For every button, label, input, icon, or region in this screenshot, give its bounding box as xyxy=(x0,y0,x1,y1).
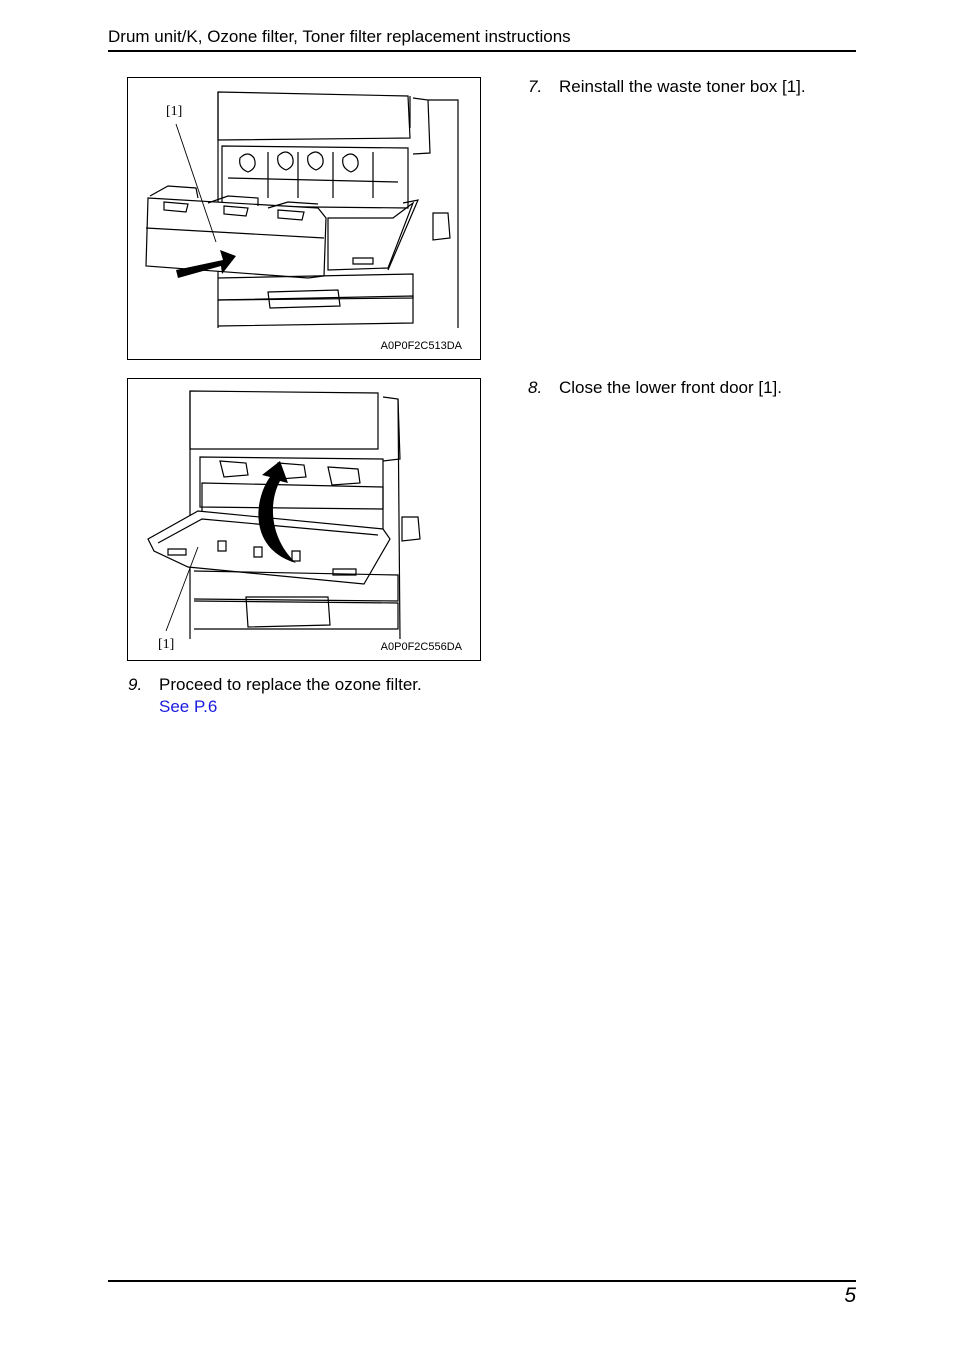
step-number: 8. xyxy=(528,378,543,397)
header-rule xyxy=(108,50,856,52)
figure-code: A0P0F2C513DA xyxy=(380,340,462,352)
step-number: 7. xyxy=(528,77,543,96)
figure-callout: [1] xyxy=(158,637,175,652)
step-text: Close the lower front door [1]. xyxy=(559,378,783,397)
step-number: 9. xyxy=(128,675,143,694)
step-text: Proceed to replace the ozone filter. xyxy=(159,675,422,694)
illustration-waste-toner-box xyxy=(128,78,480,359)
step-text: Reinstall the waste toner box [1]. xyxy=(559,77,806,96)
figure-lower-front-door xyxy=(127,378,481,661)
figure-code: A0P0F2C556DA xyxy=(380,641,462,653)
see-page-link[interactable]: See P.6 xyxy=(159,697,218,716)
figure-waste-toner-box xyxy=(127,77,481,360)
illustration-lower-front-door xyxy=(128,379,480,660)
footer-rule xyxy=(108,1280,856,1282)
figure-callout: [1] xyxy=(166,104,183,119)
page-number: 5 xyxy=(844,1284,856,1307)
header-title: Drum unit/K, Ozone filter, Toner filter replacement instructions xyxy=(108,27,571,46)
